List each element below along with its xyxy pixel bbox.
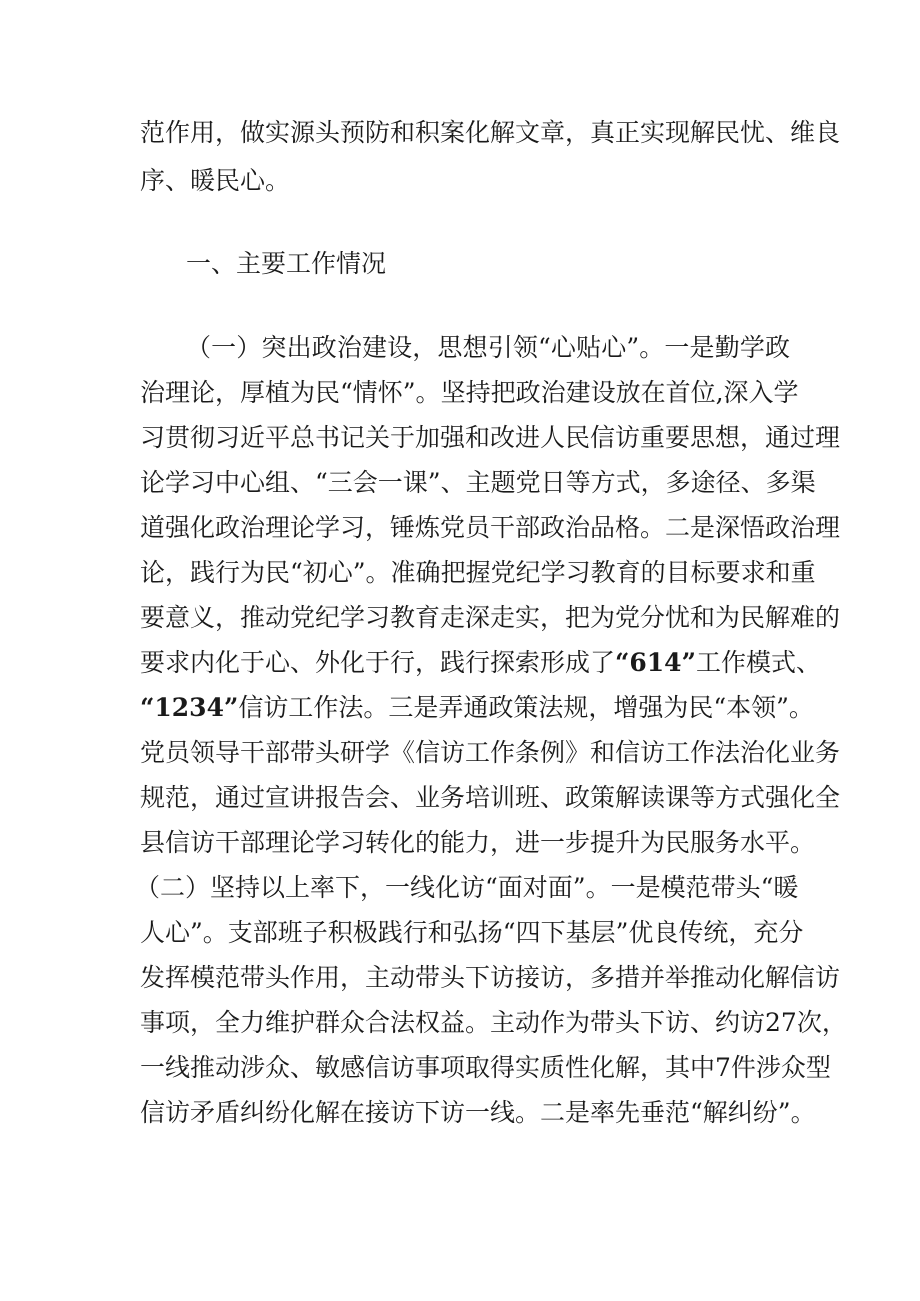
text-line: 一线推动涉众、敏感信访事项取得实质性化解，其中7件涉众型	[140, 1053, 831, 1082]
text-line: 发挥模范带头作用，主动带头下访接访，多措并举推动化解信访	[140, 963, 841, 992]
bold-text: “614”	[615, 648, 696, 677]
section-heading: 一、主要工作情况	[186, 249, 387, 278]
text-segment: 工作模式、	[695, 648, 821, 677]
text-line-mixed	[140, 693, 814, 723]
text-line: （二）坚持以上率下，一线化访“面对面”。一是模范带头“暖	[135, 873, 799, 902]
text-line: 治理论，厚植为民“情怀”。坚持把政治建设放在首位,深入学	[140, 378, 799, 407]
text-line: 序、暖民心。	[140, 166, 291, 195]
text-line: 要意义，推动党纪学习教育走深走实，把为党分忧和为民解难的	[140, 603, 841, 632]
text-line: 党员领导干部带头研学《信访工作条例》和信访工作法治化业务	[140, 738, 841, 767]
text-line: 论学习中心组、“三会一课”、主题党日等方式，多途径、多渠	[140, 468, 816, 497]
text-line: 县信访干部理论学习转化的能力，进一步提升为民服务水平。	[140, 828, 816, 857]
text-segment: 要求内化于心、外化于行，践行探索形成了	[140, 648, 616, 677]
text-line: 事项，全力维护群众合法权益。主动作为带头下访、约访27次，	[140, 1008, 847, 1037]
text-line: 论，践行为民“初心”。准确把握党纪学习教育的目标要求和重	[140, 558, 816, 587]
bold-text: “1234”	[140, 693, 239, 722]
text-line: 信访矛盾纠纷化解在接访下访一线。二是率先垂范“解纠纷”。	[140, 1098, 816, 1127]
text-segment: 信访工作法。三是弄通政策法规，增强为民“本领”。	[238, 693, 814, 722]
text-line: 规范，通过宣讲报告会、业务培训班、政策解读课等方式强化全	[140, 783, 841, 812]
text-line: 习贯彻习近平总书记关于加强和改进人民信访重要思想，通过理	[140, 423, 841, 452]
text-line: 范作用，做实源头预防和积案化解文章，真正实现解民忧、维良	[140, 118, 841, 147]
text-line: （一）突出政治建设，思想引领“心贴心”。一是勤学政	[186, 333, 790, 362]
text-line-mixed	[140, 648, 821, 678]
text-line: 人心”。支部班子积极践行和弘扬“四下基层”优良传统，充分	[140, 918, 804, 947]
text-line: 道强化政治理论学习，锤炼党员干部政治品格。二是深悟政治理	[140, 513, 841, 542]
